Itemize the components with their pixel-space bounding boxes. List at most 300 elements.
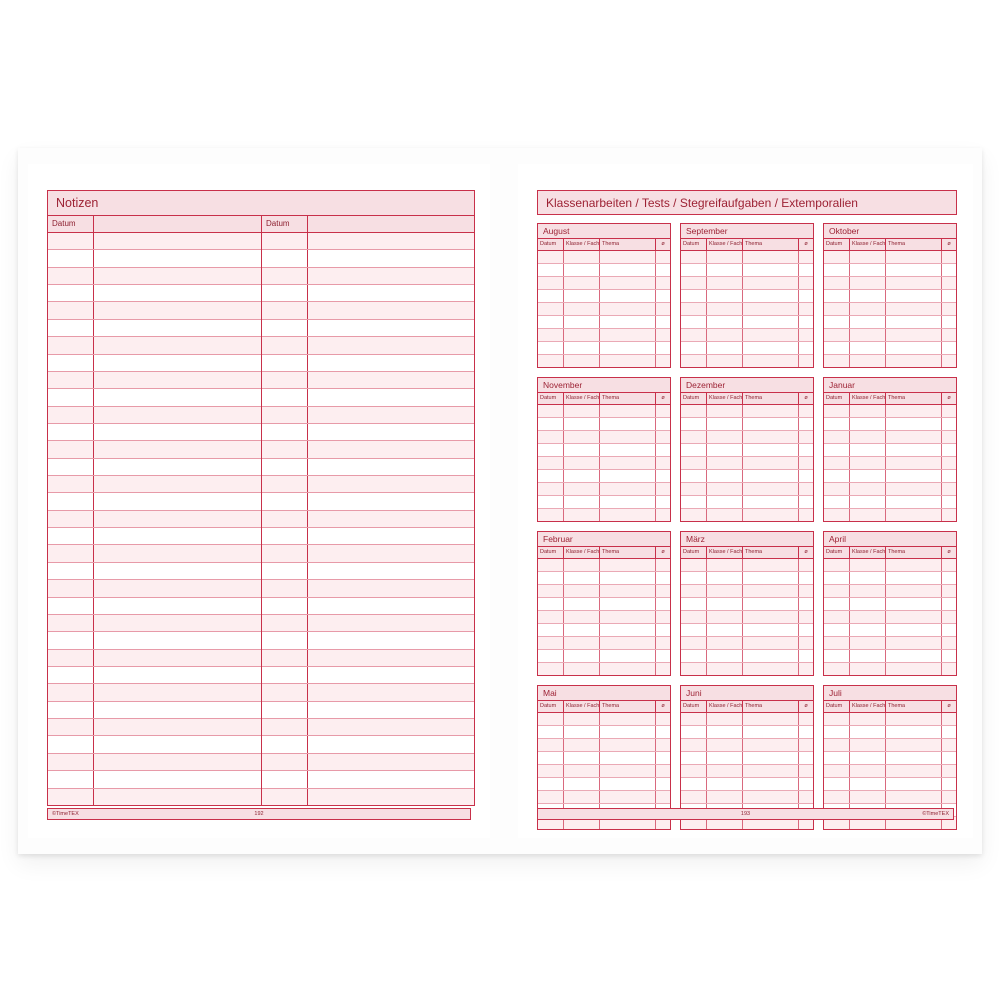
- month-cell-klasse-fach[interactable]: [850, 329, 886, 341]
- month-cell-note[interactable]: [942, 791, 956, 803]
- month-cell-datum[interactable]: [538, 791, 564, 803]
- month-cell-datum[interactable]: [824, 663, 850, 675]
- month-cell-datum[interactable]: [824, 752, 850, 764]
- month-cell-note[interactable]: [942, 316, 956, 328]
- notizen-cell-datum[interactable]: [48, 285, 94, 301]
- month-cell-klasse-fach[interactable]: [850, 303, 886, 315]
- month-cell-datum[interactable]: [538, 290, 564, 302]
- notizen-cell-datum[interactable]: [48, 615, 94, 631]
- notizen-row[interactable]: [48, 789, 261, 805]
- notizen-row[interactable]: [48, 459, 261, 476]
- notizen-row[interactable]: [48, 250, 261, 267]
- notizen-cell-datum[interactable]: [48, 632, 94, 648]
- month-cell-thema[interactable]: [600, 329, 656, 341]
- month-cell-klasse-fach[interactable]: [564, 624, 600, 636]
- month-row[interactable]: [824, 303, 956, 316]
- month-cell-klasse-fach[interactable]: [707, 598, 743, 610]
- month-cell-thema[interactable]: [743, 470, 799, 482]
- notizen-row[interactable]: [48, 285, 261, 302]
- month-cell-klasse-fach[interactable]: [850, 598, 886, 610]
- month-cell-datum[interactable]: [538, 611, 564, 623]
- month-cell-note[interactable]: [656, 650, 670, 662]
- month-row[interactable]: [681, 290, 813, 303]
- month-cell-note[interactable]: [799, 444, 813, 456]
- notizen-cell-datum[interactable]: [262, 719, 308, 735]
- month-cell-klasse-fach[interactable]: [707, 624, 743, 636]
- notizen-row[interactable]: [262, 441, 474, 458]
- notizen-cell-note[interactable]: [308, 736, 474, 752]
- notizen-row[interactable]: [48, 702, 261, 719]
- month-cell-note[interactable]: [942, 496, 956, 508]
- month-cell-datum[interactable]: [681, 713, 707, 725]
- month-cell-klasse-fach[interactable]: [707, 791, 743, 803]
- month-cell-datum[interactable]: [681, 316, 707, 328]
- month-cell-datum[interactable]: [824, 405, 850, 417]
- month-cell-klasse-fach[interactable]: [707, 752, 743, 764]
- month-cell-klasse-fach[interactable]: [850, 355, 886, 367]
- month-cell-datum[interactable]: [824, 572, 850, 584]
- month-row[interactable]: [681, 457, 813, 470]
- month-row[interactable]: [538, 765, 670, 778]
- notizen-row[interactable]: [48, 302, 261, 319]
- notizen-cell-datum[interactable]: [262, 268, 308, 284]
- month-cell-note[interactable]: [656, 791, 670, 803]
- month-cell-thema[interactable]: [886, 444, 942, 456]
- month-cell-note[interactable]: [656, 418, 670, 430]
- month-row[interactable]: [681, 405, 813, 418]
- month-cell-klasse-fach[interactable]: [564, 509, 600, 521]
- month-cell-datum[interactable]: [681, 778, 707, 790]
- notizen-cell-datum[interactable]: [262, 372, 308, 388]
- month-cell-thema[interactable]: [743, 739, 799, 751]
- notizen-cell-note[interactable]: [94, 615, 261, 631]
- month-cell-datum[interactable]: [824, 316, 850, 328]
- month-cell-note[interactable]: [942, 342, 956, 354]
- month-cell-thema[interactable]: [886, 765, 942, 777]
- notizen-cell-datum[interactable]: [262, 302, 308, 318]
- month-cell-note[interactable]: [656, 739, 670, 751]
- notizen-cell-note[interactable]: [94, 598, 261, 614]
- month-cell-note[interactable]: [942, 713, 956, 725]
- notizen-cell-datum[interactable]: [48, 320, 94, 336]
- month-cell-note[interactable]: [942, 509, 956, 521]
- notizen-cell-datum[interactable]: [262, 684, 308, 700]
- month-row[interactable]: [681, 342, 813, 355]
- month-row[interactable]: [824, 405, 956, 418]
- notizen-cell-note[interactable]: [308, 389, 474, 405]
- notizen-row[interactable]: [262, 580, 474, 597]
- notizen-cell-note[interactable]: [308, 632, 474, 648]
- month-cell-datum[interactable]: [538, 251, 564, 263]
- month-cell-thema[interactable]: [886, 303, 942, 315]
- month-cell-thema[interactable]: [743, 598, 799, 610]
- notizen-row[interactable]: [262, 372, 474, 389]
- month-row[interactable]: [538, 637, 670, 650]
- month-cell-thema[interactable]: [743, 778, 799, 790]
- notizen-row[interactable]: [48, 719, 261, 736]
- month-cell-thema[interactable]: [600, 572, 656, 584]
- notizen-cell-datum[interactable]: [48, 424, 94, 440]
- month-cell-thema[interactable]: [600, 611, 656, 623]
- notizen-cell-datum[interactable]: [48, 563, 94, 579]
- month-cell-note[interactable]: [799, 739, 813, 751]
- notizen-cell-note[interactable]: [308, 285, 474, 301]
- month-cell-note[interactable]: [799, 496, 813, 508]
- month-cell-thema[interactable]: [600, 650, 656, 662]
- month-cell-klasse-fach[interactable]: [564, 726, 600, 738]
- month-row[interactable]: [824, 791, 956, 804]
- month-row[interactable]: [681, 624, 813, 637]
- notizen-cell-datum[interactable]: [48, 372, 94, 388]
- month-cell-thema[interactable]: [886, 418, 942, 430]
- notizen-row[interactable]: [262, 459, 474, 476]
- month-row[interactable]: [538, 316, 670, 329]
- notizen-row[interactable]: [262, 754, 474, 771]
- month-cell-thema[interactable]: [600, 765, 656, 777]
- month-cell-datum[interactable]: [538, 598, 564, 610]
- month-cell-note[interactable]: [942, 637, 956, 649]
- notizen-cell-datum[interactable]: [48, 511, 94, 527]
- month-cell-datum[interactable]: [824, 765, 850, 777]
- month-cell-note[interactable]: [799, 509, 813, 521]
- month-cell-klasse-fach[interactable]: [850, 444, 886, 456]
- month-cell-note[interactable]: [656, 726, 670, 738]
- month-cell-datum[interactable]: [824, 496, 850, 508]
- month-row[interactable]: [681, 264, 813, 277]
- notizen-cell-datum[interactable]: [262, 459, 308, 475]
- month-row[interactable]: [681, 355, 813, 367]
- notizen-cell-datum[interactable]: [262, 615, 308, 631]
- notizen-cell-note[interactable]: [94, 771, 261, 787]
- month-row[interactable]: [538, 251, 670, 264]
- notizen-row[interactable]: [262, 337, 474, 354]
- month-cell-klasse-fach[interactable]: [850, 791, 886, 803]
- month-cell-klasse-fach[interactable]: [564, 765, 600, 777]
- month-cell-note[interactable]: [799, 457, 813, 469]
- month-cell-thema[interactable]: [743, 457, 799, 469]
- notizen-cell-note[interactable]: [94, 268, 261, 284]
- month-cell-klasse-fach[interactable]: [850, 470, 886, 482]
- notizen-row[interactable]: [48, 355, 261, 372]
- month-row[interactable]: [824, 431, 956, 444]
- notizen-row[interactable]: [48, 754, 261, 771]
- month-cell-thema[interactable]: [886, 457, 942, 469]
- month-cell-datum[interactable]: [824, 559, 850, 571]
- notizen-cell-datum[interactable]: [48, 268, 94, 284]
- month-cell-datum[interactable]: [824, 713, 850, 725]
- month-cell-klasse-fach[interactable]: [850, 496, 886, 508]
- month-cell-thema[interactable]: [600, 637, 656, 649]
- month-row[interactable]: [538, 496, 670, 509]
- notizen-cell-datum[interactable]: [48, 528, 94, 544]
- month-row[interactable]: [681, 650, 813, 663]
- month-row[interactable]: [538, 663, 670, 675]
- month-cell-klasse-fach[interactable]: [564, 316, 600, 328]
- month-cell-klasse-fach[interactable]: [564, 290, 600, 302]
- notizen-cell-note[interactable]: [308, 441, 474, 457]
- month-cell-klasse-fach[interactable]: [707, 277, 743, 289]
- month-cell-thema[interactable]: [600, 624, 656, 636]
- month-cell-note[interactable]: [799, 418, 813, 430]
- notizen-cell-datum[interactable]: [48, 355, 94, 371]
- month-cell-thema[interactable]: [743, 765, 799, 777]
- month-row[interactable]: [538, 470, 670, 483]
- notizen-cell-note[interactable]: [308, 372, 474, 388]
- month-row[interactable]: [538, 303, 670, 316]
- month-cell-thema[interactable]: [743, 713, 799, 725]
- month-cell-klasse-fach[interactable]: [564, 418, 600, 430]
- notizen-row[interactable]: [48, 598, 261, 615]
- month-cell-klasse-fach[interactable]: [564, 405, 600, 417]
- month-cell-thema[interactable]: [743, 405, 799, 417]
- month-cell-datum[interactable]: [681, 483, 707, 495]
- month-row[interactable]: [538, 585, 670, 598]
- notizen-row[interactable]: [48, 511, 261, 528]
- month-cell-thema[interactable]: [886, 739, 942, 751]
- month-cell-note[interactable]: [799, 264, 813, 276]
- month-cell-note[interactable]: [942, 355, 956, 367]
- month-cell-thema[interactable]: [743, 624, 799, 636]
- month-cell-thema[interactable]: [600, 405, 656, 417]
- month-cell-datum[interactable]: [538, 444, 564, 456]
- month-cell-klasse-fach[interactable]: [850, 559, 886, 571]
- notizen-cell-note[interactable]: [308, 424, 474, 440]
- month-cell-note[interactable]: [942, 483, 956, 495]
- notizen-cell-note[interactable]: [94, 233, 261, 249]
- month-cell-klasse-fach[interactable]: [707, 739, 743, 751]
- month-row[interactable]: [681, 483, 813, 496]
- month-row[interactable]: [681, 329, 813, 342]
- month-row[interactable]: [538, 418, 670, 431]
- notizen-cell-note[interactable]: [94, 389, 261, 405]
- month-cell-datum[interactable]: [824, 251, 850, 263]
- notizen-row[interactable]: [48, 736, 261, 753]
- notizen-cell-datum[interactable]: [48, 789, 94, 805]
- month-cell-thema[interactable]: [743, 585, 799, 597]
- month-cell-thema[interactable]: [886, 342, 942, 354]
- month-cell-klasse-fach[interactable]: [850, 342, 886, 354]
- notizen-cell-note[interactable]: [308, 459, 474, 475]
- month-cell-datum[interactable]: [538, 355, 564, 367]
- notizen-row[interactable]: [262, 667, 474, 684]
- notizen-cell-note[interactable]: [308, 302, 474, 318]
- month-row[interactable]: [681, 752, 813, 765]
- month-cell-note[interactable]: [942, 559, 956, 571]
- month-cell-klasse-fach[interactable]: [564, 457, 600, 469]
- month-cell-datum[interactable]: [824, 509, 850, 521]
- month-cell-datum[interactable]: [538, 496, 564, 508]
- month-cell-datum[interactable]: [681, 624, 707, 636]
- month-row[interactable]: [824, 559, 956, 572]
- notizen-cell-note[interactable]: [308, 511, 474, 527]
- month-cell-note[interactable]: [942, 431, 956, 443]
- notizen-cell-note[interactable]: [308, 580, 474, 596]
- month-cell-note[interactable]: [656, 290, 670, 302]
- month-row[interactable]: [681, 277, 813, 290]
- month-cell-note[interactable]: [656, 624, 670, 636]
- month-cell-note[interactable]: [799, 483, 813, 495]
- month-cell-datum[interactable]: [824, 483, 850, 495]
- month-cell-thema[interactable]: [600, 791, 656, 803]
- month-cell-klasse-fach[interactable]: [564, 342, 600, 354]
- month-row[interactable]: [538, 509, 670, 521]
- month-cell-datum[interactable]: [681, 405, 707, 417]
- month-cell-note[interactable]: [656, 444, 670, 456]
- notizen-row[interactable]: [262, 615, 474, 632]
- month-cell-note[interactable]: [656, 765, 670, 777]
- month-cell-datum[interactable]: [681, 585, 707, 597]
- month-row[interactable]: [824, 637, 956, 650]
- month-cell-klasse-fach[interactable]: [850, 739, 886, 751]
- month-cell-note[interactable]: [656, 663, 670, 675]
- month-cell-note[interactable]: [656, 303, 670, 315]
- notizen-row[interactable]: [262, 789, 474, 805]
- notizen-cell-datum[interactable]: [262, 441, 308, 457]
- notizen-row[interactable]: [262, 771, 474, 788]
- month-cell-klasse-fach[interactable]: [564, 585, 600, 597]
- month-cell-thema[interactable]: [886, 559, 942, 571]
- month-cell-klasse-fach[interactable]: [564, 598, 600, 610]
- month-cell-note[interactable]: [656, 509, 670, 521]
- month-cell-klasse-fach[interactable]: [850, 264, 886, 276]
- month-cell-datum[interactable]: [824, 598, 850, 610]
- month-cell-datum[interactable]: [681, 496, 707, 508]
- month-cell-note[interactable]: [799, 585, 813, 597]
- month-cell-klasse-fach[interactable]: [707, 342, 743, 354]
- notizen-cell-datum[interactable]: [262, 580, 308, 596]
- month-cell-note[interactable]: [799, 791, 813, 803]
- month-row[interactable]: [538, 598, 670, 611]
- month-row[interactable]: [681, 572, 813, 585]
- notizen-row[interactable]: [48, 337, 261, 354]
- month-cell-datum[interactable]: [824, 650, 850, 662]
- month-cell-note[interactable]: [799, 778, 813, 790]
- month-cell-datum[interactable]: [538, 663, 564, 675]
- month-cell-note[interactable]: [799, 342, 813, 354]
- month-row[interactable]: [538, 650, 670, 663]
- notizen-cell-note[interactable]: [308, 667, 474, 683]
- month-cell-klasse-fach[interactable]: [707, 509, 743, 521]
- month-cell-note[interactable]: [799, 598, 813, 610]
- notizen-cell-note[interactable]: [308, 337, 474, 353]
- month-cell-klasse-fach[interactable]: [707, 316, 743, 328]
- month-cell-thema[interactable]: [600, 303, 656, 315]
- notizen-cell-datum[interactable]: [262, 511, 308, 527]
- month-cell-thema[interactable]: [886, 431, 942, 443]
- month-cell-note[interactable]: [799, 752, 813, 764]
- month-row[interactable]: [824, 457, 956, 470]
- notizen-cell-datum[interactable]: [262, 736, 308, 752]
- month-cell-thema[interactable]: [600, 470, 656, 482]
- month-row[interactable]: [681, 585, 813, 598]
- notizen-cell-note[interactable]: [94, 320, 261, 336]
- notizen-cell-note[interactable]: [94, 302, 261, 318]
- month-cell-klasse-fach[interactable]: [707, 290, 743, 302]
- month-cell-datum[interactable]: [824, 329, 850, 341]
- notizen-row[interactable]: [48, 667, 261, 684]
- month-row[interactable]: [538, 329, 670, 342]
- month-row[interactable]: [681, 611, 813, 624]
- notizen-cell-datum[interactable]: [48, 771, 94, 787]
- month-cell-datum[interactable]: [681, 598, 707, 610]
- month-cell-thema[interactable]: [886, 598, 942, 610]
- month-row[interactable]: [538, 752, 670, 765]
- notizen-row[interactable]: [262, 407, 474, 424]
- month-cell-klasse-fach[interactable]: [707, 559, 743, 571]
- month-cell-datum[interactable]: [538, 765, 564, 777]
- month-row[interactable]: [824, 739, 956, 752]
- notizen-cell-datum[interactable]: [48, 650, 94, 666]
- notizen-cell-datum[interactable]: [262, 545, 308, 561]
- month-cell-datum[interactable]: [538, 431, 564, 443]
- month-cell-note[interactable]: [656, 405, 670, 417]
- notizen-cell-note[interactable]: [94, 754, 261, 770]
- month-row[interactable]: [824, 496, 956, 509]
- month-cell-klasse-fach[interactable]: [707, 457, 743, 469]
- month-cell-thema[interactable]: [886, 264, 942, 276]
- notizen-cell-note[interactable]: [94, 650, 261, 666]
- month-row[interactable]: [538, 572, 670, 585]
- month-cell-klasse-fach[interactable]: [564, 496, 600, 508]
- month-cell-thema[interactable]: [886, 637, 942, 649]
- notizen-cell-note[interactable]: [308, 771, 474, 787]
- month-cell-klasse-fach[interactable]: [707, 470, 743, 482]
- notizen-cell-note[interactable]: [94, 580, 261, 596]
- month-cell-thema[interactable]: [600, 663, 656, 675]
- month-cell-note[interactable]: [656, 637, 670, 649]
- month-row[interactable]: [538, 355, 670, 367]
- month-cell-klasse-fach[interactable]: [564, 637, 600, 649]
- notizen-cell-datum[interactable]: [48, 302, 94, 318]
- notizen-row[interactable]: [262, 702, 474, 719]
- month-row[interactable]: [824, 650, 956, 663]
- notizen-cell-note[interactable]: [308, 702, 474, 718]
- month-cell-klasse-fach[interactable]: [850, 509, 886, 521]
- notizen-cell-datum[interactable]: [262, 337, 308, 353]
- month-cell-note[interactable]: [799, 637, 813, 649]
- month-row[interactable]: [824, 752, 956, 765]
- month-cell-datum[interactable]: [538, 650, 564, 662]
- month-cell-thema[interactable]: [600, 559, 656, 571]
- month-cell-klasse-fach[interactable]: [850, 778, 886, 790]
- month-cell-thema[interactable]: [886, 483, 942, 495]
- month-row[interactable]: [824, 290, 956, 303]
- notizen-row[interactable]: [262, 476, 474, 493]
- month-cell-note[interactable]: [799, 624, 813, 636]
- month-cell-datum[interactable]: [824, 791, 850, 803]
- month-cell-thema[interactable]: [600, 496, 656, 508]
- month-row[interactable]: [681, 726, 813, 739]
- month-cell-thema[interactable]: [886, 726, 942, 738]
- notizen-cell-datum[interactable]: [48, 667, 94, 683]
- notizen-cell-datum[interactable]: [262, 389, 308, 405]
- notizen-cell-datum[interactable]: [48, 407, 94, 423]
- notizen-cell-datum[interactable]: [262, 563, 308, 579]
- month-cell-note[interactable]: [799, 251, 813, 263]
- month-cell-klasse-fach[interactable]: [850, 572, 886, 584]
- month-cell-note[interactable]: [656, 598, 670, 610]
- month-cell-klasse-fach[interactable]: [564, 483, 600, 495]
- notizen-cell-note[interactable]: [94, 667, 261, 683]
- month-cell-thema[interactable]: [600, 585, 656, 597]
- month-row[interactable]: [824, 778, 956, 791]
- month-cell-note[interactable]: [799, 277, 813, 289]
- month-cell-note[interactable]: [799, 290, 813, 302]
- month-cell-datum[interactable]: [538, 778, 564, 790]
- month-cell-klasse-fach[interactable]: [707, 726, 743, 738]
- month-cell-datum[interactable]: [681, 277, 707, 289]
- month-cell-datum[interactable]: [681, 303, 707, 315]
